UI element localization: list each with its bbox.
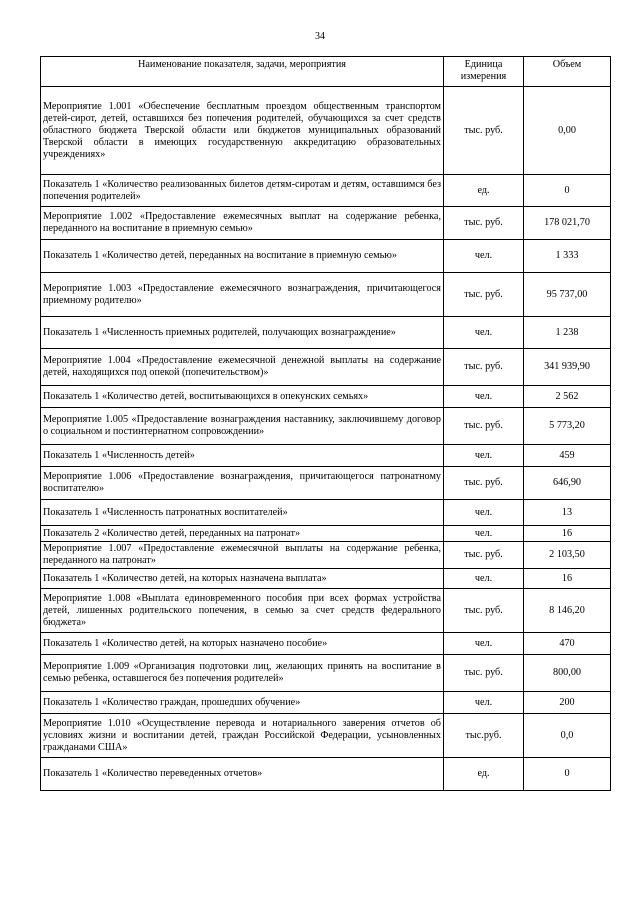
row-volume: 1 333	[524, 240, 611, 273]
table-row	[41, 240, 611, 273]
row-volume: 95 737,00	[524, 273, 611, 317]
row-name: Мероприятие 1.003 «Предоставление ежемесячного вознаграждения, причитающегося приемному родителю»	[41, 273, 444, 317]
row-unit: тыс. руб.	[444, 408, 524, 445]
table-row	[41, 569, 611, 589]
table-row	[41, 445, 611, 467]
table-row	[41, 467, 611, 500]
table-row	[41, 758, 611, 791]
table-header-row	[41, 57, 611, 87]
row-volume: 2 562	[524, 386, 611, 408]
row-unit: ед.	[444, 175, 524, 207]
row-name: Показатель 1 «Количество детей, переданных на воспитание в приемную семью»	[41, 240, 444, 273]
row-volume: 8 146,20	[524, 589, 611, 633]
row-volume: 16	[524, 569, 611, 589]
row-unit: тыс. руб.	[444, 467, 524, 500]
table-row	[41, 349, 611, 386]
row-volume: 2 103,50	[524, 542, 611, 569]
row-unit: чел.	[444, 526, 524, 542]
table-row	[41, 714, 611, 758]
row-unit: тыс. руб.	[444, 655, 524, 692]
table-row	[41, 175, 611, 207]
row-name: Мероприятие 1.010 «Осуществление перевода и нотариального заверения отчетов об условиях жизни и воспитании детей, граждан Российской Федерации, усыновленных гражданами США»	[41, 714, 444, 758]
row-volume: 459	[524, 445, 611, 467]
row-volume: 0	[524, 175, 611, 207]
row-volume: 800,00	[524, 655, 611, 692]
row-unit: ед.	[444, 758, 524, 791]
row-unit: тыс. руб.	[444, 207, 524, 240]
table-row	[41, 273, 611, 317]
table-row	[41, 589, 611, 633]
row-name: Показатель 2 «Количество детей, переданных на патронат»	[41, 526, 444, 542]
row-unit: тыс. руб.	[444, 589, 524, 633]
row-name: Показатель 1 «Количество переведенных отчетов»	[41, 758, 444, 791]
row-name: Мероприятие 1.009 «Организация подготовки лиц, желающих принять на воспитание в семью ребенка, оставшегося без попечения родителей»	[41, 655, 444, 692]
row-name: Мероприятие 1.002 «Предоставление ежемесячных выплат на содержание ребенка, переданного на воспитание в приемную семью»	[41, 207, 444, 240]
row-unit: чел.	[444, 633, 524, 655]
table-row	[41, 386, 611, 408]
row-unit: чел.	[444, 500, 524, 526]
row-name: Показатель 1 «Количество реализованных билетов детям-сиротам и детям, оставшимся без попечения родителей»	[41, 175, 444, 207]
row-volume: 1 238	[524, 317, 611, 349]
row-unit: тыс. руб.	[444, 349, 524, 386]
row-name: Показатель 1 «Количество детей, на которых назначено пособие»	[41, 633, 444, 655]
header-name: Наименование показателя, задачи, мероприятия	[41, 57, 444, 87]
row-name: Мероприятие 1.007 «Предоставление ежемесячной выплаты на содержание ребенка, переданного на патронат»	[41, 542, 444, 569]
row-volume: 200	[524, 692, 611, 714]
row-volume: 16	[524, 526, 611, 542]
table-row	[41, 408, 611, 445]
row-volume: 13	[524, 500, 611, 526]
row-volume: 0	[524, 758, 611, 791]
row-name: Показатель 1 «Численность приемных родителей, получающих вознаграждение»	[41, 317, 444, 349]
row-name: Мероприятие 1.004 «Предоставление ежемесячной денежной выплаты на содержание детей, находящихся под опекой (попечительством)»	[41, 349, 444, 386]
indicators-table	[40, 56, 611, 791]
table-row	[41, 655, 611, 692]
row-unit: тыс. руб.	[444, 87, 524, 175]
row-unit: чел.	[444, 317, 524, 349]
row-volume: 341 939,90	[524, 349, 611, 386]
row-unit: чел.	[444, 692, 524, 714]
row-volume: 5 773,20	[524, 408, 611, 445]
row-unit: чел.	[444, 445, 524, 467]
table-row	[41, 633, 611, 655]
row-name: Мероприятие 1.006 «Предоставление вознаграждения, причитающегося патронатному воспитателю»	[41, 467, 444, 500]
table-row	[41, 87, 611, 175]
row-name: Показатель 1 «Количество граждан, прошедших обучение»	[41, 692, 444, 714]
row-name: Показатель 1 «Численность патронатных воспитателей»	[41, 500, 444, 526]
table-row	[41, 692, 611, 714]
row-unit: чел.	[444, 386, 524, 408]
row-volume: 0,00	[524, 87, 611, 175]
row-name: Показатель 1 «Численность детей»	[41, 445, 444, 467]
page-number: 34	[315, 31, 325, 42]
header-volume: Объем	[524, 57, 611, 87]
row-unit: чел.	[444, 240, 524, 273]
table-row	[41, 526, 611, 542]
row-name: Мероприятие 1.005 «Предоставление вознаграждения наставнику, заключившему договор о социальном и постинтернатном сопровождении»	[41, 408, 444, 445]
table-row	[41, 207, 611, 240]
row-volume: 178 021,70	[524, 207, 611, 240]
row-unit: тыс. руб.	[444, 542, 524, 569]
row-volume: 0,0	[524, 714, 611, 758]
table-row	[41, 500, 611, 526]
row-unit: тыс.руб.	[444, 714, 524, 758]
table-row	[41, 317, 611, 349]
row-volume: 470	[524, 633, 611, 655]
row-volume: 646,90	[524, 467, 611, 500]
row-name: Показатель 1 «Количество детей, на которых назначена выплата»	[41, 569, 444, 589]
header-unit: Единица измерения	[444, 57, 524, 87]
row-name: Показатель 1 «Количество детей, воспитывающихся в опекунских семьях»	[41, 386, 444, 408]
row-unit: тыс. руб.	[444, 273, 524, 317]
row-unit: чел.	[444, 569, 524, 589]
row-name: Мероприятие 1.008 «Выплата единовременного пособия при всех формах устройства детей, лишенных родительского попечения, в семью за счет средств федерального бюджета»	[41, 589, 444, 633]
table-row	[41, 542, 611, 569]
row-name: Мероприятие 1.001 «Обеспечение бесплатным проездом общественным транспортом детей-сирот, детей, оставшихся без попечения родителей, обучающихся за счет средств областного бюджета Тверской области или бюджетов муниципальных образований Тверской области в имеющих государственную аккредитацию образовательных учреждениях»	[41, 87, 444, 175]
